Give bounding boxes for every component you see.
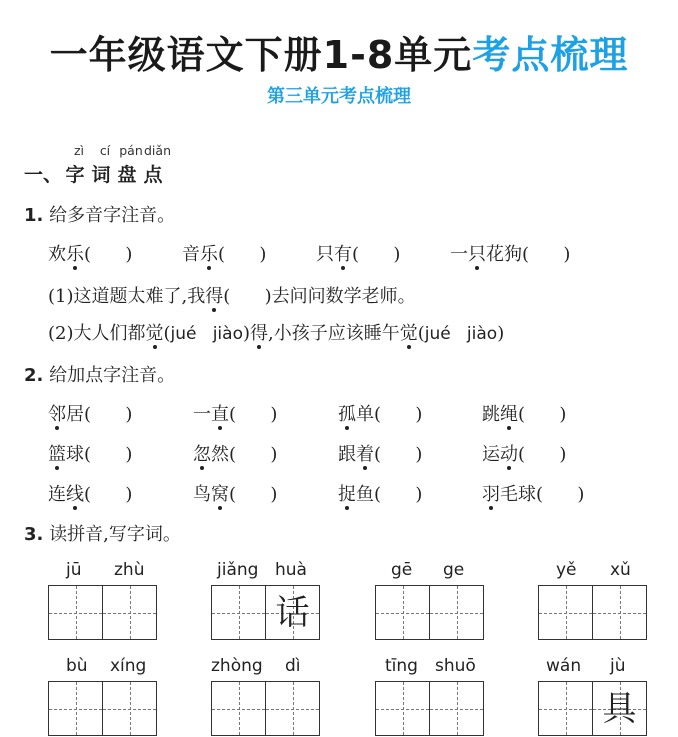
pinyin-syllable: diǎn: [144, 143, 171, 158]
pinyin-label: zhòng: [211, 656, 263, 676]
dotted-char: 得: [250, 323, 268, 344]
tianzige-cell[interactable]: [429, 681, 484, 736]
word-item[interactable]: 羽毛球( ): [482, 484, 585, 505]
pinyin-choice[interactable]: jué jiào: [424, 324, 498, 344]
dotted-char: 只: [468, 244, 486, 265]
pinyin-label: jiǎng: [217, 560, 259, 580]
tianzige-cell[interactable]: [211, 585, 266, 640]
dotted-char: 羽: [482, 484, 500, 505]
dotted-char: 动: [500, 444, 518, 465]
tianzige-cell[interactable]: [538, 681, 593, 736]
dotted-char: 觉: [399, 323, 418, 344]
word-item[interactable]: 连线( ): [48, 484, 133, 505]
tianzige-cell[interactable]: [102, 585, 157, 640]
pinyin-label: dì: [285, 656, 301, 676]
word-item[interactable]: 篮球( ): [48, 444, 133, 465]
pinyin-syllable: zì: [73, 143, 85, 158]
heading-char: 点: [143, 164, 163, 186]
polyphone-item[interactable]: 音乐( ): [182, 244, 267, 265]
tianzige-cell[interactable]: [375, 681, 430, 736]
pinyin-label: wán: [546, 656, 582, 676]
pinyin-label: ge: [443, 560, 465, 580]
tianzige-cell[interactable]: [592, 585, 647, 640]
question-number: 3.: [24, 524, 44, 545]
sentence-2[interactable]: (2)大人们都觉(jué jiào)得,小孩子应该睡午觉(jué jiào): [48, 323, 505, 344]
tianzige-cell[interactable]: [102, 681, 157, 736]
pinyin-choice[interactable]: jué jiào: [170, 324, 243, 344]
heading-char: 词: [91, 164, 111, 186]
question-text: 读拼音,写字词。: [49, 524, 181, 545]
pinyin-label: xǔ: [610, 560, 631, 580]
word-item[interactable]: 孤单( ): [338, 404, 423, 425]
tianzige-cell[interactable]: [48, 681, 103, 736]
section-heading-pinyin: [66, 143, 170, 158]
pinyin-label: gē: [391, 560, 413, 580]
word-item[interactable]: 鸟窝( ): [193, 484, 278, 505]
word-item[interactable]: 运动( ): [482, 444, 567, 465]
tianzige-cell[interactable]: [48, 585, 103, 640]
answer-blank[interactable]: 花狗( ): [486, 244, 571, 265]
dotted-char: 直: [211, 404, 229, 425]
answer-blank[interactable]: ( ): [352, 244, 401, 265]
answer-blank[interactable]: ( ): [84, 244, 133, 265]
tianzige-cell[interactable]: [429, 585, 484, 640]
dotted-char: 忽: [193, 444, 211, 465]
pinyin-label: bù: [66, 656, 88, 676]
pinyin-label: shuō: [435, 656, 476, 676]
pinyin-syllable: pán: [119, 143, 143, 158]
polyphone-item[interactable]: 一只花狗( ): [450, 244, 571, 265]
question-text: 给加点字注音。: [49, 365, 176, 386]
pinyin-label: yě: [556, 560, 577, 580]
dotted-char: 着: [356, 444, 374, 465]
dotted-char: 孤: [338, 404, 356, 425]
answer-blank[interactable]: ( )去问问数学老师。: [223, 286, 416, 307]
word-item[interactable]: 邻居( ): [48, 404, 133, 425]
tianzige-cell[interactable]: [211, 681, 266, 736]
page-subtitle: 第三单元考点梳理: [267, 86, 411, 107]
question-2: [24, 361, 175, 387]
dotted-char: 线: [66, 484, 84, 505]
word-item[interactable]: 跟着( ): [338, 444, 423, 465]
section-heading: [24, 160, 166, 187]
question-3: [24, 520, 181, 546]
dotted-char: 乐: [66, 244, 84, 265]
dotted-char: 篮: [48, 444, 66, 465]
question-1: [24, 201, 175, 227]
page-title: [0, 24, 678, 79]
dotted-char: 邻: [48, 404, 66, 425]
dotted-char: 窝: [211, 484, 229, 505]
heading-char: 盘: [117, 164, 137, 186]
title-main: 一年级语文下册1-8单元: [49, 33, 473, 77]
question-text: 给多音字注音。: [49, 205, 176, 226]
dotted-char: 乐: [200, 244, 218, 265]
sentence-1[interactable]: (1)这道题太难了,我得( )去问问数学老师。: [48, 286, 416, 307]
question-number: 1.: [24, 205, 44, 226]
tianzige-cell[interactable]: 话: [265, 585, 320, 640]
heading-char: 字: [65, 164, 85, 186]
tianzige-cell[interactable]: [265, 681, 320, 736]
pinyin-label: xíng: [110, 656, 147, 676]
polyphone-item[interactable]: 欢乐( ): [48, 244, 133, 265]
polyphone-item[interactable]: 只有( ): [316, 244, 401, 265]
tianzige-cell[interactable]: 具: [592, 681, 647, 736]
pinyin-label: tīng: [385, 656, 418, 676]
question-number: 2.: [24, 365, 44, 386]
answer-blank[interactable]: ( ): [218, 244, 267, 265]
pinyin-label: jù: [610, 656, 626, 676]
pinyin-label: jū: [66, 560, 82, 580]
dotted-char: 捉: [338, 484, 356, 505]
title-highlight: 考点梳理: [472, 33, 629, 77]
tianzige-cell[interactable]: [538, 585, 593, 640]
word-item[interactable]: 跳绳( ): [482, 404, 567, 425]
dotted-char: 得: [205, 286, 224, 307]
pinyin-syllable: cí: [99, 143, 111, 158]
tianzige-cell[interactable]: [375, 585, 430, 640]
section-index: 一、: [24, 164, 63, 186]
word-item[interactable]: 一直( ): [193, 404, 278, 425]
dotted-char: 觉: [145, 323, 164, 344]
dotted-char: 绳: [500, 404, 518, 425]
dotted-char: 有: [334, 244, 352, 265]
word-item[interactable]: 忽然( ): [193, 444, 278, 465]
pinyin-label: huà: [275, 560, 307, 580]
pinyin-label: zhù: [114, 560, 145, 580]
word-item[interactable]: 捉鱼( ): [338, 484, 423, 505]
